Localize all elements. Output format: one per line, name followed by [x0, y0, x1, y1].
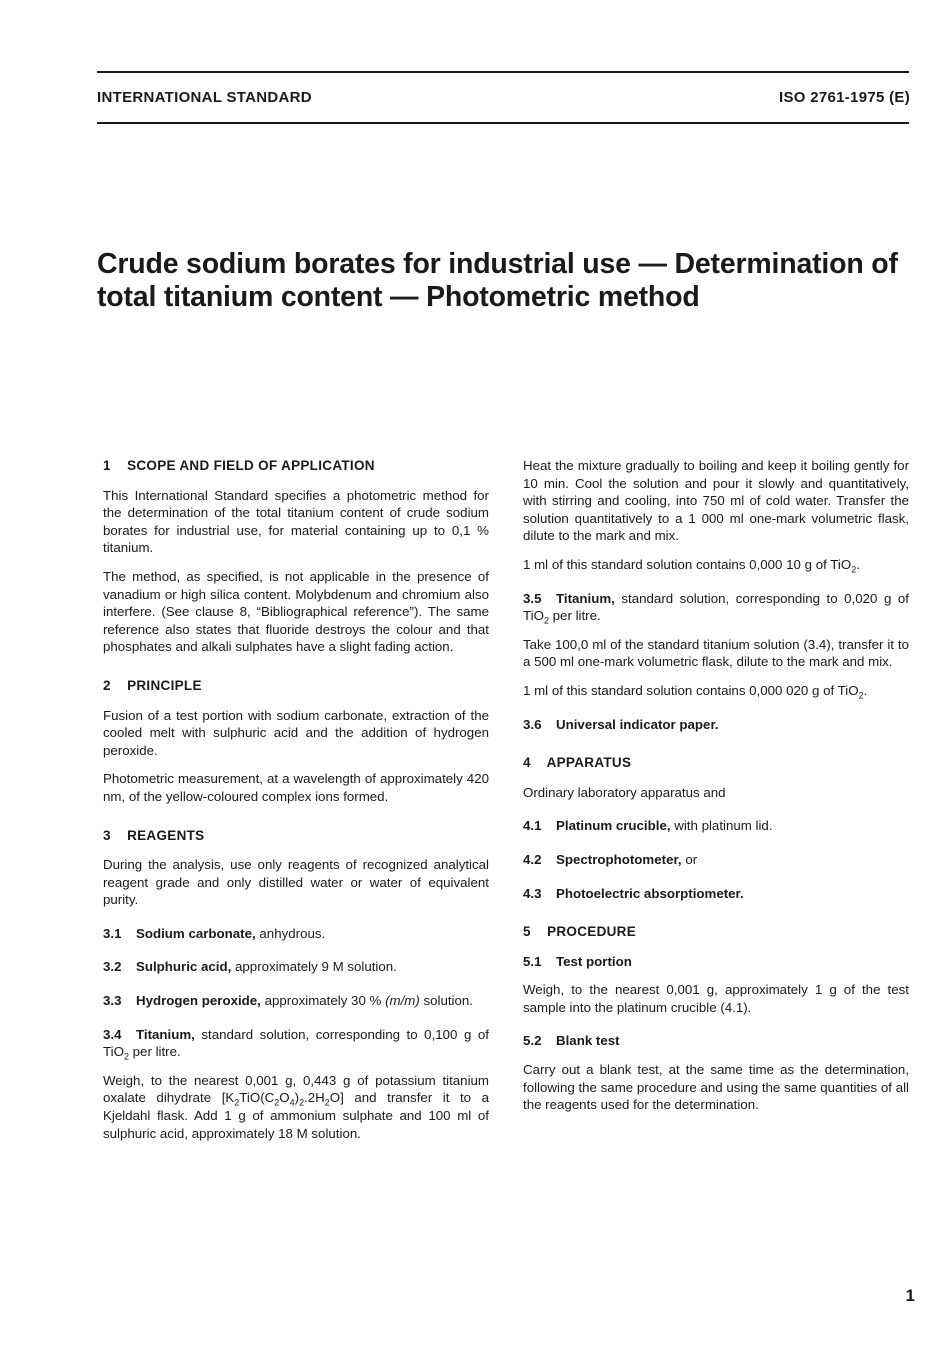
section-heading-procedure: 5 PROCEDURE — [523, 924, 637, 940]
header-document-number: ISO 2761-1975 (E) — [778, 89, 910, 106]
subheading-test-portion: 5.1 Test portion — [523, 953, 632, 969]
title-line-2: total titanium content — Photometric method — [97, 281, 700, 313]
subheading-blank-test: 5.2 Blank test — [523, 1033, 620, 1049]
section-heading-scope: 1 SCOPE AND FIELD OF APPLICATION — [103, 458, 375, 473]
page-number: 1 — [905, 1286, 915, 1305]
header-standard-label: INTERNATIONAL STANDARD — [97, 89, 312, 106]
reagent-3-4-procedure: Weigh, to the nearest 0,001 g, 0,443 g of potassium titanium oxalate dihydrate $[K_2TiO(C_2O_4)_2.2H_2O]$ and transfer it to a Kjeldahl flask. Add 1 g of ammonium sulphate and 100 ml of sulphuric acid, approximately 18 M solution. — [103, 1072, 490, 1141]
reagent-3-4: 3.4 Titanium, standard solution, corresponding to 0,100 g of TiO$_2$ per litre. — [103, 1026, 489, 1062]
scope-paragraph-2: The method, as specified, is not applicable in the presence of vanadium or high silica content. Molybdenum and chromium also interfere. (See clause 8, “Bibliographical reference”). The same reference also states that fluoride destroys the colour and that phosphates and alkali sulphates have a slight fading action. — [103, 568, 489, 655]
principle-paragraph-2: Photometric measurement, at a wavelength of approximately 420 nm, of the yellow-coloured complex ions formed. — [103, 771, 489, 804]
section-heading-reagents: 3 REAGENTS — [103, 827, 205, 843]
apparatus-4-1: 4.1 Platinum crucible, with platinum lid. — [523, 818, 773, 834]
reagents-paragraph: During the analysis, use only reagents of recognized analytical reagent grade and only distilled water or water of equivalent purity. — [103, 857, 489, 908]
reagent-3-6: 3.6 Universal indicator paper. — [523, 716, 719, 732]
reagent-3-4-continuation: Heat the mixture gradually to boiling and keep it boiling gently for 10 min. Cool the solution and pour it slowly and quantitatively, with stirring and cooling, into 750 ml of cold water. Transfer the solution quantitatively to a 1 000 ml one-mark volumetric flask, dilute to the mark and mix. — [523, 458, 909, 544]
apparatus-paragraph: Ordinary laboratory apparatus and — [523, 784, 726, 800]
apparatus-4-2: 4.2 Spectrophotometer, or — [523, 851, 698, 867]
principle-paragraph-1: Fusion of a test portion with sodium carbonate, extraction of the cooled melt with sulphuric acid and the addition of hydrogen peroxide. — [103, 707, 489, 758]
reagent-3-2: 3.2 Sulphuric acid, approximately 9 M solution. — [103, 959, 397, 975]
header-bottom-rule — [97, 122, 909, 124]
reagent-3-5-concentration: 1 ml of this standard solution contains 0,000 020 g of TiO$_2$. — [523, 682, 868, 701]
reagent-3-4-concentration: 1 ml of this standard solution contains 0,000 10 g of TiO$_2$. — [523, 556, 860, 575]
reagent-3-5-procedure: Take 100,0 ml of the standard titanium solution (3.4), transfer it to a 500 ml one-mark volumetric flask, dilute to the mark and mix. — [523, 636, 909, 670]
header-top-rule — [97, 71, 909, 73]
document-title — [97, 248, 917, 314]
reagent-3-3: 3.3 Hydrogen peroxide, approximately 30 % (m/m) solution. — [103, 993, 473, 1009]
apparatus-4-3: 4.3 Photoelectric absorptiometer. — [523, 885, 744, 901]
reagent-3-1: 3.1 Sodium carbonate, anhydrous. — [103, 925, 326, 941]
title-line-1: Crude sodium borates for industrial use — Determination of — [97, 248, 898, 280]
test-portion-paragraph: Weigh, to the nearest 0,001 g, approximately 1 g of the test sample into the platinum crucible (4.1). — [523, 982, 909, 1015]
blank-test-paragraph: Carry out a blank test, at the same time as the determination, following the same procedure and using the same quantities of all the reagents used for the determination. — [523, 1062, 909, 1113]
left-column — [103, 457, 489, 1153]
right-column — [523, 457, 909, 1125]
reagent-3-5: 3.5 Titanium, standard solution, corresponding to 0,020 g of TiO$_2$ per litre. — [523, 590, 909, 626]
section-heading-apparatus: 4 APPARATUS — [523, 755, 632, 771]
section-heading-principle: 2 PRINCIPLE — [103, 677, 202, 693]
scope-paragraph-1: This International Standard specifies a photometric method for the determination of the total titanium content of crude sodium borates for industrial use, for material containing up to 0,1 % titanium. — [103, 487, 489, 556]
